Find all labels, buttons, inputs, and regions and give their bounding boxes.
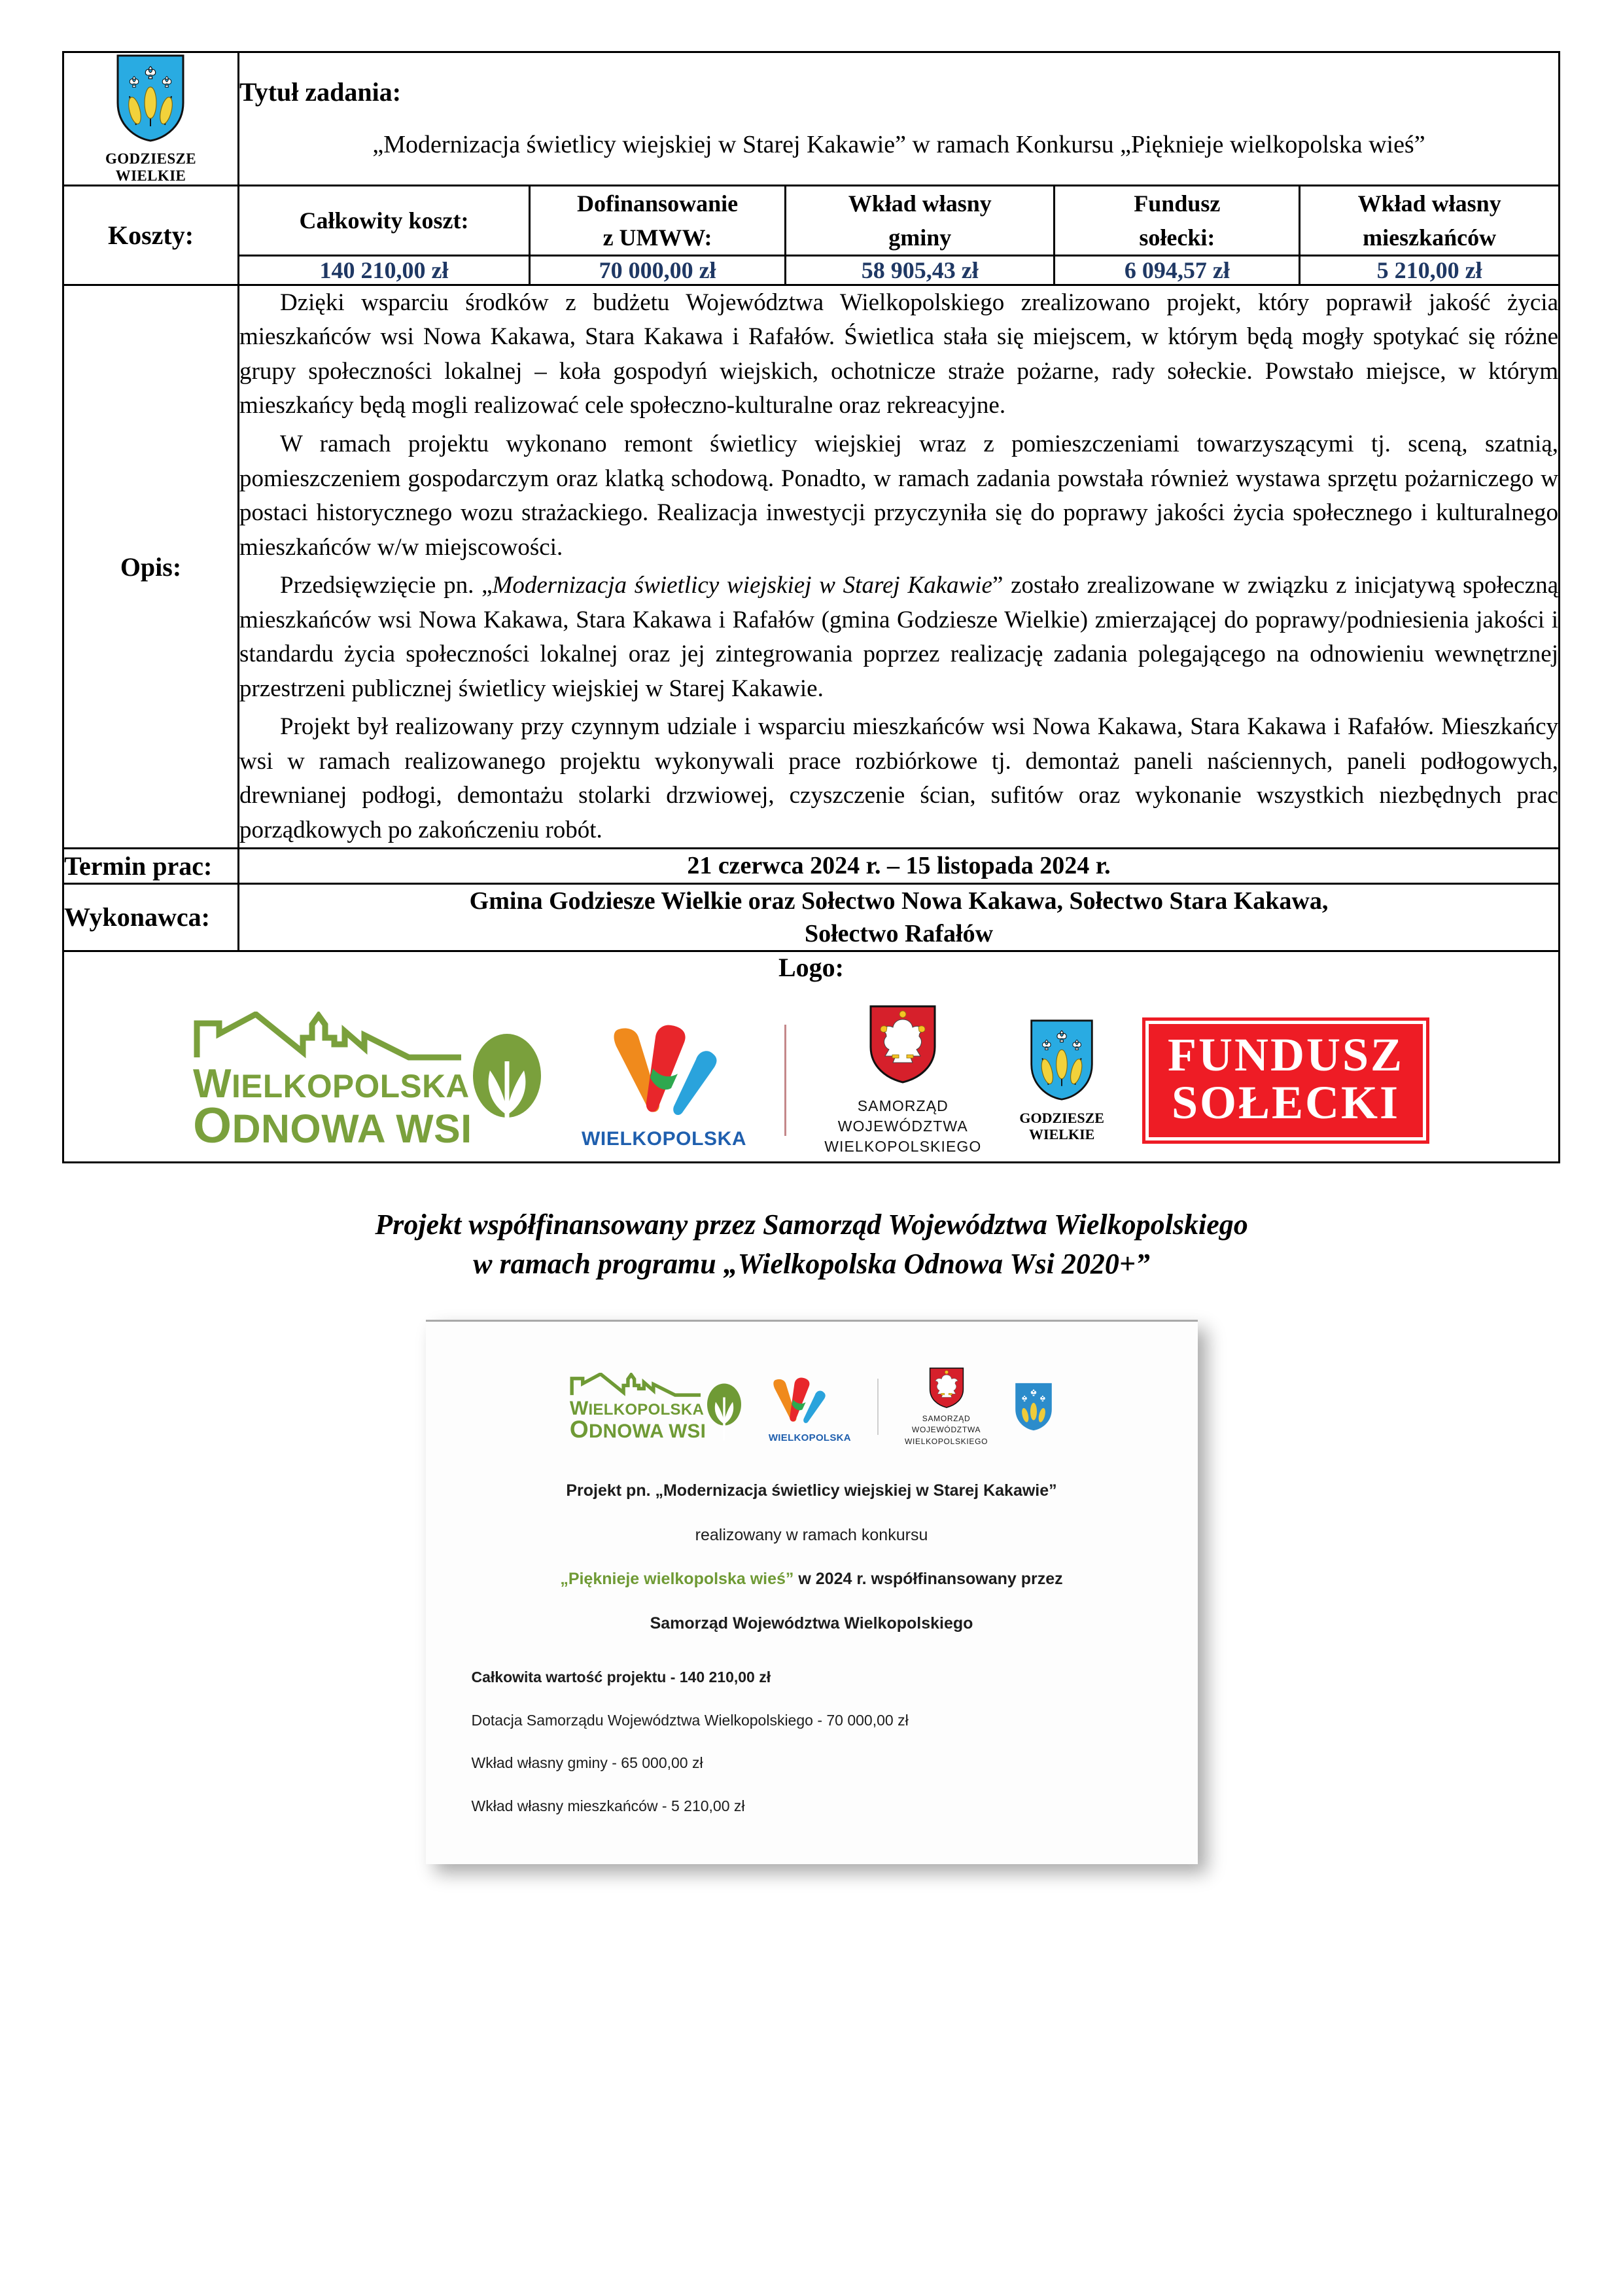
crest-line-2: WIELKIE xyxy=(115,167,186,184)
description-label: Opis: xyxy=(63,285,239,849)
plaque-line-4: Samorząd Województwa Wielkopolskiego xyxy=(650,1614,973,1633)
contractor-value xyxy=(239,883,1560,951)
logos-title: Logo: xyxy=(778,952,844,982)
godziesze-crest-cell xyxy=(63,52,239,186)
crest-caption xyxy=(105,150,196,185)
plaque-samorzad-text: SAMORZĄD WOJEWÓDZTWA WIELKOPOLSKIEGO xyxy=(904,1414,988,1446)
leaf-tree-icon xyxy=(706,1383,742,1441)
title-cell xyxy=(239,52,1560,186)
costs-header-row xyxy=(239,186,1558,256)
costs-value-wklad-gminy: 58 905,43 zł xyxy=(786,255,1055,284)
costs-value-wklad-mieszkancow: 5 210,00 zł xyxy=(1300,255,1558,284)
plaque-wow-line-1: WIELKOPOLSKA xyxy=(569,1397,705,1419)
plaque-money-dotacja: Dotacja Samorządu Województwa Wielkopolskiego - 70 000,00 zł xyxy=(471,1711,909,1729)
village-skyline-icon xyxy=(193,1012,474,1063)
wow-line-1: WIELKOPOLSKA xyxy=(192,1061,470,1107)
task-title-label: Tytuł zadania: xyxy=(239,77,402,107)
plaque-wielkopolska-logo xyxy=(769,1370,851,1443)
plaque-line-2: realizowany w ramach konkursu xyxy=(695,1525,928,1544)
task-title-text: „Modernizacja świetlicy wiejskiej w Starej Kakawie” w ramach Konkursu „Pięknieje wielkopolska wieś” xyxy=(372,131,1425,158)
plaque-contest-name: „Pięknieje wielkopolska wieś” xyxy=(560,1570,794,1589)
costs-value-row xyxy=(239,255,1558,284)
crest-line-1: GODZIESZE xyxy=(105,150,197,167)
wielkopolska-eagle-crest-icon xyxy=(867,1004,938,1085)
wielkopolska-label: WIELKOPOLSKA xyxy=(581,1127,747,1150)
costs-row xyxy=(63,185,1560,285)
logos-cell xyxy=(63,951,1560,1162)
fundusz-solecki-logo xyxy=(1142,1017,1429,1144)
samorzad-line-1: SAMORZĄD xyxy=(857,1097,949,1114)
funding-caption-line-2: w ramach programu „Wielkopolska Odnowa Wsi 2020+” xyxy=(473,1248,1150,1280)
funding-caption-line-1: Projekt współfinansowany przez Samorząd Województwa Wielkopolskiego xyxy=(375,1208,1248,1241)
plaque-line-3: „Pięknieje wielkopolska wieś” w 2024 r. współfinansowany przez xyxy=(560,1570,1063,1589)
funding-caption xyxy=(62,1205,1561,1284)
term-row xyxy=(63,849,1560,883)
logo-divider xyxy=(784,1025,786,1136)
fundusz-line-1: FUNDUSZ xyxy=(1167,1028,1405,1081)
samorzad-line-2: WOJEWÓDZTWA xyxy=(837,1118,968,1135)
costs-table-cell xyxy=(239,185,1560,285)
plaque-samorzad-logo xyxy=(905,1366,988,1447)
costs-label: Koszty: xyxy=(63,185,239,285)
logos-strip xyxy=(64,997,1558,1161)
plaque-text-body xyxy=(472,1481,1152,1815)
godziesze-coat-of-arms-icon xyxy=(1029,1018,1094,1102)
wielkopolska-odnowa-wsi-logo xyxy=(192,1012,544,1154)
plaque-wielkopolska-label: WIELKOPOLSKA xyxy=(768,1432,851,1444)
project-summary-table xyxy=(62,51,1560,1163)
plaque-logos-strip xyxy=(472,1352,1152,1481)
samorzad-line-3: WIELKOPOLSKIEGO xyxy=(824,1138,982,1156)
godziesze-logo-caption xyxy=(1019,1110,1104,1142)
village-skyline-icon xyxy=(570,1373,707,1398)
description-paragraph-4: Projekt był realizowany przy czynnym udziale i wsparciu mieszkańców wsi Nowa Kakawa, Stara Kakawa i Rafałów. Mieszkańcy wsi w ramach realizowanego projektu wykonywali prace rozbiórkowe tj. demontaż paneli naściennych, paneli podłogowych, drewnianej podłogi, demontażu stolarki drzwiowej, czyszczenie ścian, sufitów oraz wykonanie wszystkich niezbędnych prac porządkowych po zakończeniu robót. xyxy=(239,713,1558,843)
plaque-money-list xyxy=(472,1669,1152,1815)
wow-line-2: ODNOWA WSI xyxy=(192,1097,472,1154)
costs-value-calkowity: 140 210,00 zł xyxy=(239,255,530,284)
description-paragraph-3: Przedsięwzięcie pn. „Modernizacja świetlicy wiejskiej w Starej Kakawie” zostało zrealizowane w związku z inicjatywą społeczną mieszkańców wsi Nowa Kakawa, Stara Kakawa i Rafałów (gmina Godziesze Wielkie) zmierzającej do poprawy/podniesienia jakości i standardu życia społeczności lokalnej oraz jej zintegrowania poprzez realizację zadania polegającego na odnowieniu wewnętrznej przestrzeni publicznej świetlicy wiejskiej w Starej Kakawie. xyxy=(239,572,1558,702)
godziesze-line-1: GODZIESZE xyxy=(1019,1110,1104,1127)
godziesze-line-2: WIELKIE xyxy=(1029,1125,1095,1142)
costs-value-fundusz-solecki: 6 094,57 zł xyxy=(1055,255,1300,284)
plaque-line-1: Projekt pn. „Modernizacja świetlicy wiejskiej w Starej Kakawie” xyxy=(566,1481,1057,1500)
title-row xyxy=(63,52,1560,186)
godziesze-coat-of-arms-icon xyxy=(115,53,186,143)
costs-header-wklad-mieszkancow: Wkład własny mieszkańców xyxy=(1300,186,1558,256)
plaque-logo-divider xyxy=(877,1379,879,1435)
description-row xyxy=(63,285,1560,849)
contractor-label: Wykonawca: xyxy=(63,883,239,951)
description-paragraph-2: W ramach projektu wykonano remont świetlicy wiejskiej wraz z pomieszczeniami towarzyszącymi tj. sceną, szatnią, pomieszczeniem gospodarczym oraz klatką schodową. Ponadto, w ramach zadania powstała również wystawa sprzętu pożarniczego w postaci historycznego wozu strażackiego. Realizacja inwestycji przyczyniła się do poprawy jakości życia społecznego i kulturalnego mieszkańców w/w miejscowości. xyxy=(239,431,1558,561)
plaque-wow-logo xyxy=(570,1373,742,1441)
contractor-row xyxy=(63,883,1560,951)
costs-value-dofinansowanie: 70 000,00 zł xyxy=(530,255,786,284)
project-name-italic: Modernizacja świetlicy wiejskiej w Starej Kakawie xyxy=(492,572,992,599)
term-label: Termin prac: xyxy=(63,849,239,883)
samorzad-text xyxy=(824,1096,981,1157)
leaf-tree-icon xyxy=(470,1033,544,1149)
plaque-money-mieszkancy: Wkład własny mieszkańców - 5 210,00 zł xyxy=(471,1797,745,1815)
contractor-line-2: Sołectwo Rafałów xyxy=(804,919,994,947)
logos-row xyxy=(63,951,1560,1162)
wielkopolska-w-brush-icon xyxy=(604,1011,724,1121)
costs-header-wklad-gminy: Wkład własny gminy xyxy=(786,186,1055,256)
project-plaque xyxy=(426,1320,1198,1864)
costs-header-calkowity: Całkowity koszt: xyxy=(239,186,530,256)
description-cell xyxy=(239,285,1560,849)
fundusz-line-2: SOŁECKI xyxy=(1171,1076,1401,1129)
description-paragraph-1: Dzięki wsparciu środków z budżetu Województwa Wielkopolskiego zrealizowano projekt, który poprawił jakość życia mieszkańców wsi Nowa Kakawa, Stara Kakawa i Rafałów. Świetlica stała się miejscem, w którym będą mogły spotykać się różne grupy społeczności lokalnej – koła gospodyń wiejskich, ochotnicze straże pożarne, rady sołeckie. Powstało miejsce, w którym mieszkańcy będą mogli realizować cele społeczno-kulturalne oraz rekreacyjne. xyxy=(239,289,1558,419)
wielkopolska-brand-logo xyxy=(582,1011,746,1150)
term-value: 21 czerwca 2024 r. – 15 listopada 2024 r. xyxy=(239,849,1560,883)
wielkopolska-w-brush-icon xyxy=(769,1370,829,1426)
costs-table xyxy=(239,186,1558,284)
godziesze-wielkie-logo xyxy=(1019,1018,1104,1142)
samorzad-wojewodztwa-logo xyxy=(824,1004,981,1157)
costs-header-fundusz-solecki: Fundusz sołecki: xyxy=(1055,186,1300,256)
plaque-money-total: Całkowita wartość projektu - 140 210,00 zł xyxy=(471,1669,771,1686)
plaque-wow-line-2: ODNOWA WSI xyxy=(569,1416,707,1443)
wielkopolska-eagle-crest-icon xyxy=(928,1366,965,1409)
plaque-photo-area xyxy=(62,1320,1561,1864)
plaque-money-gmina: Wkład własny gminy - 65 000,00 zł xyxy=(471,1754,703,1772)
godziesze-coat-of-arms-icon xyxy=(1014,1381,1053,1432)
costs-header-dofinansowanie: Dofinansowanie z UMWW: xyxy=(530,186,786,256)
contractor-line-1: Gmina Godziesze Wielkie oraz Sołectwo Nowa Kakawa, Sołectwo Stara Kakawa, xyxy=(469,887,1329,915)
